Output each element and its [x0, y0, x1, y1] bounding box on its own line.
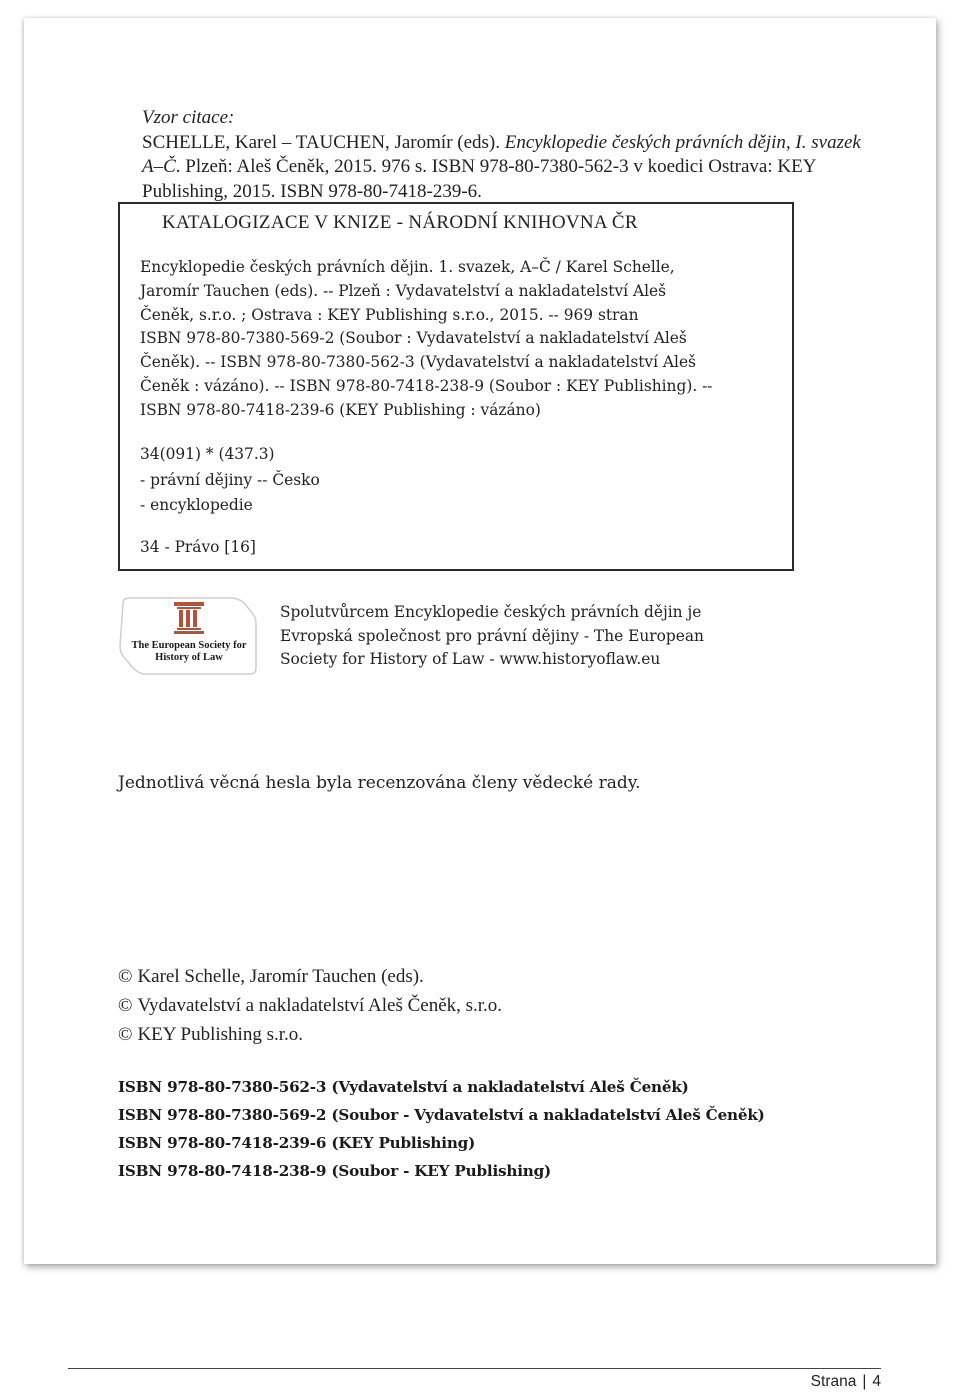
document-page: [24, 18, 936, 1264]
catalog-record-box: [118, 202, 794, 571]
classification-line: 34(091) * (437.3): [140, 445, 275, 463]
copyright-holder: Vydavatelství a nakladatelství Aleš Čeněk, s.r.o.: [137, 995, 503, 1016]
catalog-classification: [140, 442, 320, 519]
catalog-line: Encyklopedie českých právních dějin. 1. svazek, A–Č / Karel Schelle,: [140, 258, 675, 276]
copyright-icon: ©: [118, 995, 133, 1016]
isbn-line: ISBN 978-80-7418-238-9 (Soubor - KEY Publishing): [118, 1162, 552, 1180]
isbn-list: [118, 1073, 765, 1185]
catalog-subject: 34 - Právo [16]: [140, 538, 256, 556]
classification-line: - právní dějiny -- Česko: [140, 470, 320, 489]
isbn-line: ISBN 978-80-7418-239-6 (KEY Publishing): [118, 1134, 476, 1152]
catalog-line: Čeněk : vázáno). -- ISBN 978-80-7418-238-9 (Soubor : KEY Publishing). --: [140, 376, 713, 395]
catalog-line: Čeněk, s.r.o. ; Ostrava : KEY Publishing s.r.o., 2015. -- 969 stran: [140, 305, 639, 324]
cosponsor-line: Society for History of Law - www.historyoflaw.eu: [280, 650, 661, 668]
copyright-block: [118, 962, 502, 1049]
cosponsor-line: Spolutvůrcem Encyklopedie českých právních dějin je: [280, 603, 702, 621]
cosponsor-note: [280, 601, 760, 672]
citation-title: Encyklopedie českých právních dějin, I. svazek A–Č: [142, 131, 861, 177]
isbn-line: ISBN 978-80-7380-569-2 (Soubor - Vydavatelství a nakladatelství Aleš Čeněk): [118, 1106, 765, 1124]
review-note: Jednotlivá věcná hesla byla recenzována členy vědecké rady.: [118, 773, 641, 793]
isbn-line: ISBN 978-80-7380-562-3 (Vydavatelství a nakladatelství Aleš Čeněk): [118, 1078, 689, 1096]
catalog-line: Jaromír Tauchen (eds). -- Plzeň : Vydavatelství a nakladatelství Aleš: [140, 281, 667, 300]
page-label: Strana: [810, 1373, 857, 1390]
copyright-line: [118, 962, 502, 991]
catalog-title: KATALOGIZACE V KNIZE - NÁRODNÍ KNIHOVNA ČR: [162, 212, 638, 233]
citation-publication: . Plzeň: Aleš Čeněk, 2015. 976 s. ISBN 978-80-7380-562-3 v koedici Ostrava: KEY Publishing, 2015. ISBN 978-80-7418-239-6.: [142, 156, 816, 202]
society-logo-badge: [119, 594, 257, 676]
society-logo: [119, 594, 257, 676]
citation-authors: SCHELLE, Karel – TAUCHEN, Jaromír (eds).: [142, 131, 505, 153]
footer-separator: |: [862, 1373, 867, 1390]
copyright-icon: ©: [118, 1024, 133, 1045]
copyright-holder: Karel Schelle, Jaromír Tauchen (eds).: [137, 966, 424, 987]
copyright-holder: KEY Publishing s.r.o.: [137, 1024, 304, 1045]
logo-text-line-1: The European Society for: [131, 640, 247, 651]
catalog-line: ISBN 978-80-7380-569-2 (Soubor : Vydavatelství a nakladatelství Aleš: [140, 329, 687, 348]
page-footer: [811, 1373, 881, 1391]
cosponsor-line: Evropská společnost pro právní dějiny - The European: [280, 626, 704, 645]
catalog-line: Čeněk). -- ISBN 978-80-7380-562-3 (Vydavatelství a nakladatelství Aleš: [140, 353, 696, 372]
page-number: 4: [872, 1373, 881, 1390]
copyright-icon: ©: [118, 966, 133, 987]
catalog-line: ISBN 978-80-7418-239-6 (KEY Publishing : vázáno): [140, 400, 541, 419]
classification-line: - encyklopedie: [140, 496, 253, 514]
logo-text-line-2: History of Law: [155, 652, 223, 663]
footer-divider: [68, 1368, 881, 1369]
citation-block: [142, 106, 862, 204]
citation-label: Vzor citace:: [142, 107, 235, 128]
copyright-line: [118, 1020, 502, 1049]
catalog-description: [140, 256, 780, 423]
citation-text: [142, 131, 862, 205]
copyright-line: [118, 991, 502, 1020]
